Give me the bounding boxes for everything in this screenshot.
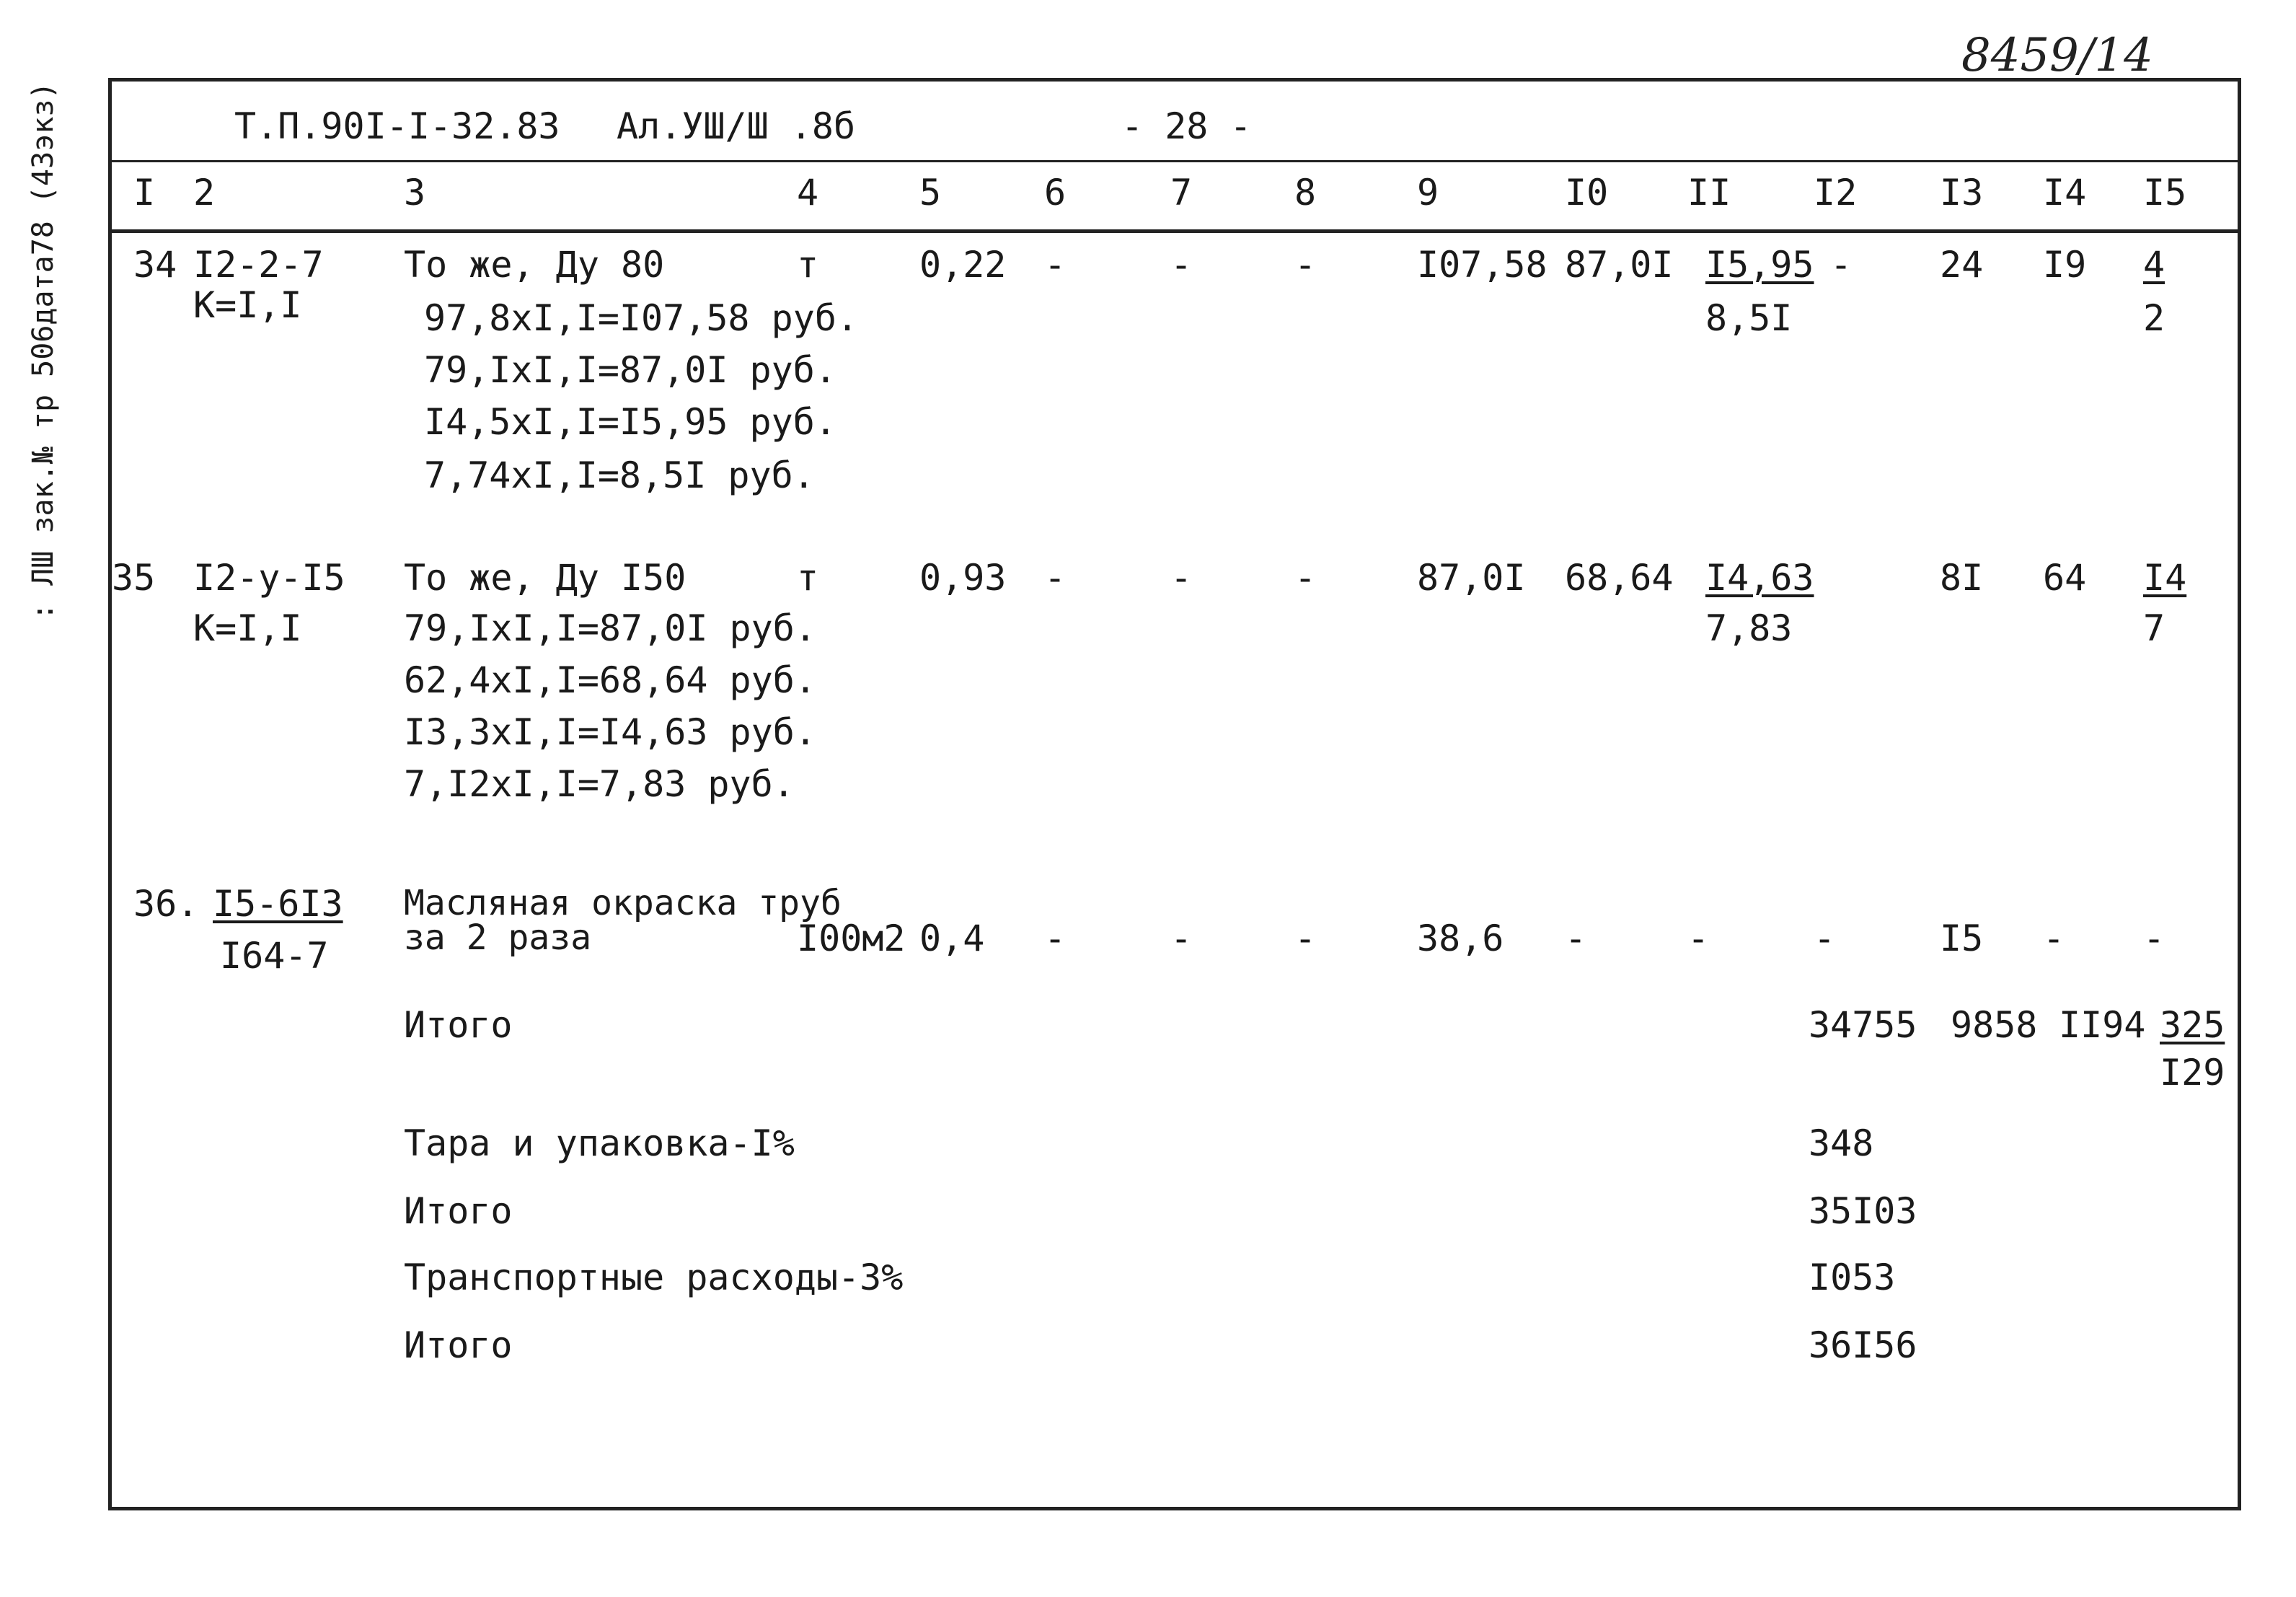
- cell-dash: -: [1294, 557, 1317, 599]
- album-reference: Ал.УШ/Ш .8б: [617, 105, 856, 147]
- total-label: Итого: [404, 1190, 513, 1232]
- price-col11-bottom: 7,83: [1705, 607, 1793, 649]
- total-col12: 34755: [1809, 1004, 1917, 1046]
- value-col15-bottom: 2: [2143, 297, 2165, 339]
- total-label: Итого: [404, 1004, 513, 1046]
- value-col15-top: I4: [2143, 557, 2187, 599]
- column-number: I4: [2043, 172, 2087, 214]
- value-col13: 24: [1940, 244, 1984, 286]
- price-col11-bottom: 8,5I: [1705, 297, 1793, 339]
- column-header-divider: [112, 229, 2238, 233]
- norm-code: I2-у-I5: [193, 557, 345, 599]
- cell-dash: -: [1687, 918, 1710, 959]
- cell-dash: -: [1830, 244, 1853, 286]
- document-code: Т.П.90I-I-32.83: [234, 105, 560, 147]
- column-number: I2: [1814, 172, 1858, 214]
- cell-dash: -: [1170, 557, 1193, 599]
- price-calculation: 7,I2хI,I=7,83 руб.: [404, 763, 795, 805]
- price-calculation: 7,74хI,I=8,5I руб.: [424, 454, 815, 496]
- total-col14: II94: [2059, 1004, 2146, 1046]
- column-number: 2: [193, 172, 216, 214]
- norm-coefficient: К=I,I: [193, 607, 302, 649]
- grand-total-label: Итого: [404, 1324, 513, 1366]
- price-col11-top: I5,95: [1705, 244, 1814, 286]
- price-col11-top: I4,63: [1705, 557, 1814, 599]
- norm-code-top: I5-6I3: [213, 883, 343, 925]
- quantity: 0,93: [919, 557, 1007, 599]
- price-calculation: 97,8хI,I=I07,58 руб.: [424, 297, 859, 339]
- cell-dash: -: [1044, 557, 1067, 599]
- item-description: То же, Ду 80: [404, 244, 665, 286]
- value-col14: I9: [2043, 244, 2087, 286]
- price-calculation: 62,4хI,I=68,64 руб.: [404, 659, 816, 701]
- unit: т: [797, 244, 819, 286]
- price-col9: 87,0I: [1417, 557, 1526, 599]
- norm-coefficient: К=I,I: [193, 284, 302, 326]
- column-number: 6: [1044, 172, 1067, 214]
- column-number: 9: [1417, 172, 1439, 214]
- cell-dash: -: [1565, 918, 1587, 959]
- total-value: 35I03: [1809, 1190, 1917, 1232]
- value-col13: 8I: [1940, 557, 1984, 599]
- quantity: 0,22: [919, 244, 1007, 286]
- cell-dash: -: [1044, 244, 1067, 286]
- price-col9: 38,6: [1417, 918, 1504, 959]
- item-description: Масляная окраска труб: [404, 883, 842, 923]
- cell-dash: -: [1170, 244, 1193, 286]
- archive-stamp-number: 8459/14: [1961, 29, 2153, 82]
- norm-code-bottom: I64-7: [220, 935, 329, 977]
- column-number: I: [133, 172, 156, 214]
- cell-dash: -: [1814, 918, 1836, 959]
- row-number: 36.: [133, 883, 199, 925]
- price-col9: I07,58: [1417, 244, 1547, 286]
- quantity: 0,4: [919, 918, 985, 959]
- total-col15-bottom: I29: [2160, 1052, 2225, 1094]
- unit: т: [797, 557, 819, 599]
- page-number: - 28 -: [1121, 105, 1252, 147]
- total-col15-top: 325: [2160, 1004, 2225, 1046]
- price-calculation: 79,IхI,I=87,0I руб.: [404, 607, 816, 649]
- value-col13: I5: [1940, 918, 1984, 959]
- cell-dash: -: [1294, 244, 1317, 286]
- column-number: II: [1687, 172, 1731, 214]
- transport-label: Транспортные расходы-3%: [404, 1257, 904, 1298]
- cell-dash: -: [1170, 918, 1193, 959]
- transport-value: I053: [1809, 1257, 1896, 1298]
- cell-dash: -: [1044, 918, 1067, 959]
- column-number: 8: [1294, 172, 1317, 214]
- row-number: 35: [112, 557, 156, 599]
- column-number: I0: [1565, 172, 1609, 214]
- price-calculation: I4,5хI,I=I5,95 руб.: [424, 401, 836, 443]
- cell-dash: -: [1294, 918, 1317, 959]
- column-number: 5: [919, 172, 942, 214]
- row-number: 34: [133, 244, 177, 286]
- packaging-value: 348: [1809, 1122, 1874, 1164]
- cell-dash: -: [2143, 918, 2165, 959]
- value-col15-top: 4: [2143, 244, 2165, 286]
- item-description-cont: за 2 раза: [404, 918, 592, 958]
- price-col10: 68,64: [1565, 557, 1674, 599]
- column-number: 7: [1170, 172, 1193, 214]
- side-note: : ЛШ зак.№ тр 506дата78 (43экз): [27, 82, 60, 620]
- price-calculation: 79,IхI,I=87,0I руб.: [424, 349, 836, 391]
- column-number: I5: [2143, 172, 2187, 214]
- cell-dash: -: [2043, 918, 2065, 959]
- price-col10: 87,0I: [1565, 244, 1674, 286]
- column-number: I3: [1940, 172, 1984, 214]
- value-col15-bottom: 7: [2143, 607, 2165, 649]
- column-number: 4: [797, 172, 819, 214]
- header-divider: [112, 160, 2238, 162]
- item-description: То же, Ду I50: [404, 557, 686, 599]
- column-number: 3: [404, 172, 426, 214]
- grand-total-value: 36I56: [1809, 1324, 1917, 1366]
- value-col14: 64: [2043, 557, 2087, 599]
- total-col13: 9858: [1951, 1004, 2038, 1046]
- norm-code: I2-2-7: [193, 244, 324, 286]
- packaging-label: Тара и упаковка-I%: [404, 1122, 795, 1164]
- unit: I00м2: [797, 918, 906, 959]
- price-calculation: I3,3хI,I=I4,63 руб.: [404, 711, 816, 753]
